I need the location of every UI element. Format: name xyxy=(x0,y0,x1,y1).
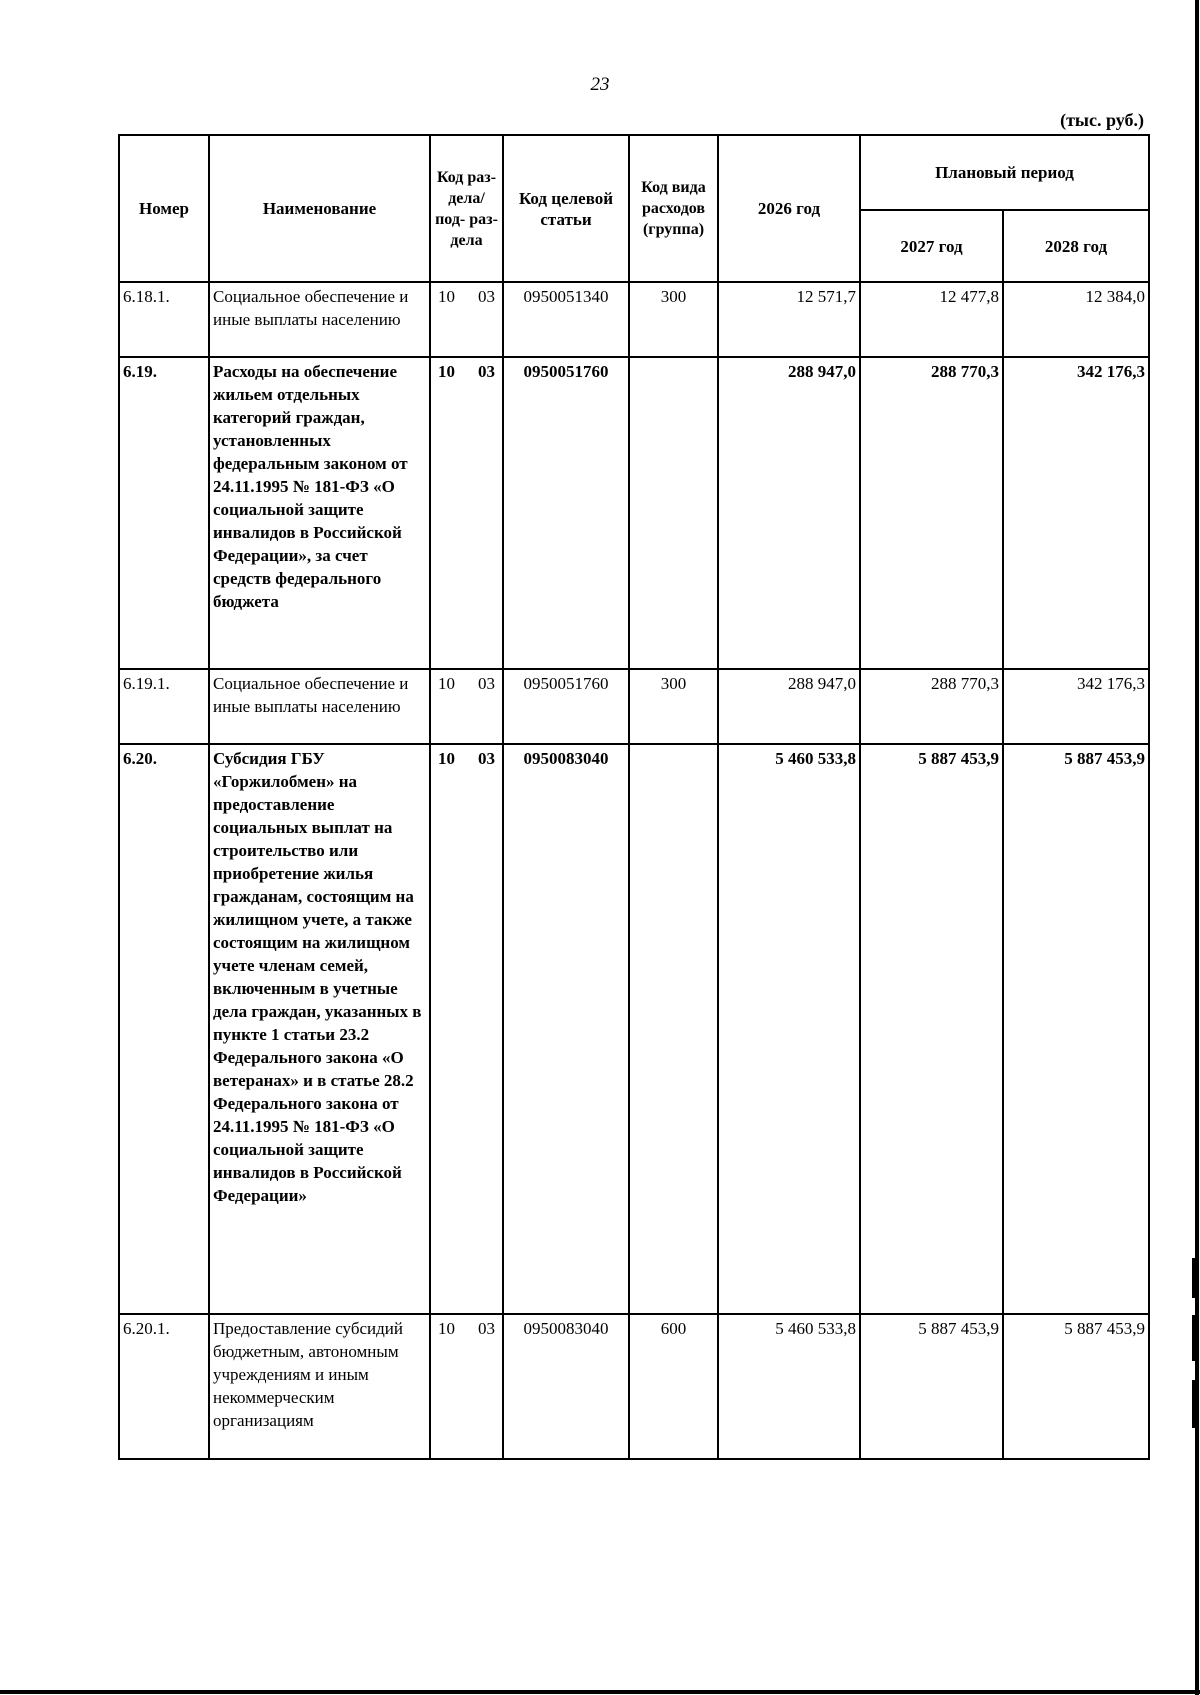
row-section-code xyxy=(430,282,503,357)
header-year-2027: 2027 год xyxy=(860,210,1003,282)
row-amount-2027: 5 887 453,9 xyxy=(860,744,1003,1314)
header-planned-period: Плановый период xyxy=(860,135,1149,210)
row-number: 6.20.1. xyxy=(119,1314,209,1459)
row-amount-2026: 288 947,0 xyxy=(718,669,860,744)
row-amount-2027: 12 477,8 xyxy=(860,282,1003,357)
table-header-row xyxy=(119,135,1149,210)
header-name: Наименование xyxy=(209,135,430,282)
table-row xyxy=(119,357,1149,669)
row-target-code: 0950051760 xyxy=(503,669,629,744)
header-number: Номер xyxy=(119,135,209,282)
header-target-code: Код целевой статьи xyxy=(503,135,629,282)
header-expense-type-code: Код вида расходов (группа) xyxy=(629,135,718,282)
row-number: 6.18.1. xyxy=(119,282,209,357)
scan-mark xyxy=(1192,1258,1195,1298)
row-target-code: 0950051760 xyxy=(503,357,629,669)
row-expense-type: 300 xyxy=(629,282,718,357)
row-section-code xyxy=(430,669,503,744)
table-row xyxy=(119,1314,1149,1459)
scan-mark xyxy=(1192,1315,1195,1361)
row-razdel: 10 xyxy=(438,287,455,306)
row-amount-2027: 288 770,3 xyxy=(860,669,1003,744)
row-expense-type xyxy=(629,357,718,669)
header-year-2026: 2026 год xyxy=(718,135,860,282)
row-amount-2026: 5 460 533,8 xyxy=(718,744,860,1314)
row-name: Социальное обеспечение и иные выплаты населению xyxy=(209,282,430,357)
units-label: (тыс. руб.) xyxy=(1060,110,1144,130)
row-section-code xyxy=(430,357,503,669)
row-podrazdel: 03 xyxy=(478,674,495,693)
row-expense-type: 300 xyxy=(629,669,718,744)
row-name: Предоставление субсидий бюджетным, автономным учреждениям и иным некоммерческим организациям xyxy=(209,1314,430,1459)
header-section-code: Код раз- дела/ под- раз- дела xyxy=(430,135,503,282)
row-amount-2028: 5 887 453,9 xyxy=(1003,1314,1149,1459)
table-row xyxy=(119,669,1149,744)
row-amount-2027: 5 887 453,9 xyxy=(860,1314,1003,1459)
row-section-code xyxy=(430,1314,503,1459)
row-podrazdel: 03 xyxy=(478,1319,495,1338)
row-amount-2026: 12 571,7 xyxy=(718,282,860,357)
row-amount-2026: 5 460 533,8 xyxy=(718,1314,860,1459)
row-name: Социальное обеспечение и иные выплаты населению xyxy=(209,669,430,744)
table-row xyxy=(119,282,1149,357)
row-expense-type: 600 xyxy=(629,1314,718,1459)
row-podrazdel: 03 xyxy=(478,362,495,381)
row-amount-2028: 12 384,0 xyxy=(1003,282,1149,357)
row-number: 6.19. xyxy=(119,357,209,669)
row-podrazdel: 03 xyxy=(478,749,495,768)
page-number: 23 xyxy=(590,74,610,95)
scan-border-right xyxy=(1195,0,1199,1695)
table-row xyxy=(119,744,1149,1314)
row-amount-2028: 5 887 453,9 xyxy=(1003,744,1149,1314)
row-razdel: 10 xyxy=(438,674,455,693)
row-number: 6.20. xyxy=(119,744,209,1314)
row-razdel: 10 xyxy=(438,1319,455,1338)
row-name: Субсидия ГБУ «Горжилобмен» на предоставление социальных выплат на строительство или приобретение жилья гражданам, состоящим на жилищном учете, а также состоящим на жилищном учете членам семей, включенным в учетные дела граждан, указанных в пункте 1 статьи 23.2 Федерального закона «О ветеранах» и в статье 28.2 Федерального закона от 24.11.1995 № 181-ФЗ «О социальной защите инвалидов в Российской Федерации» xyxy=(209,744,430,1314)
row-podrazdel: 03 xyxy=(478,287,495,306)
row-amount-2028: 342 176,3 xyxy=(1003,669,1149,744)
row-amount-2027: 288 770,3 xyxy=(860,357,1003,669)
row-amount-2026: 288 947,0 xyxy=(718,357,860,669)
row-section-code xyxy=(430,744,503,1314)
header-year-2028: 2028 год xyxy=(1003,210,1149,282)
scan-mark xyxy=(1192,1380,1195,1428)
row-razdel: 10 xyxy=(438,749,455,768)
row-target-code: 0950083040 xyxy=(503,1314,629,1459)
row-number: 6.19.1. xyxy=(119,669,209,744)
row-expense-type xyxy=(629,744,718,1314)
row-target-code: 0950051340 xyxy=(503,282,629,357)
budget-table xyxy=(118,134,1150,1460)
row-amount-2028: 342 176,3 xyxy=(1003,357,1149,669)
row-name: Расходы на обеспечение жильем отдельных категорий граждан, установленных федеральным законом от 24.11.1995 № 181-ФЗ «О социальной защите инвалидов в Российской Федерации», за счет средств федерального бюджета xyxy=(209,357,430,669)
table-body xyxy=(119,282,1149,1459)
row-razdel: 10 xyxy=(438,362,455,381)
scan-border-bottom xyxy=(0,1690,1200,1694)
row-target-code: 0950083040 xyxy=(503,744,629,1314)
